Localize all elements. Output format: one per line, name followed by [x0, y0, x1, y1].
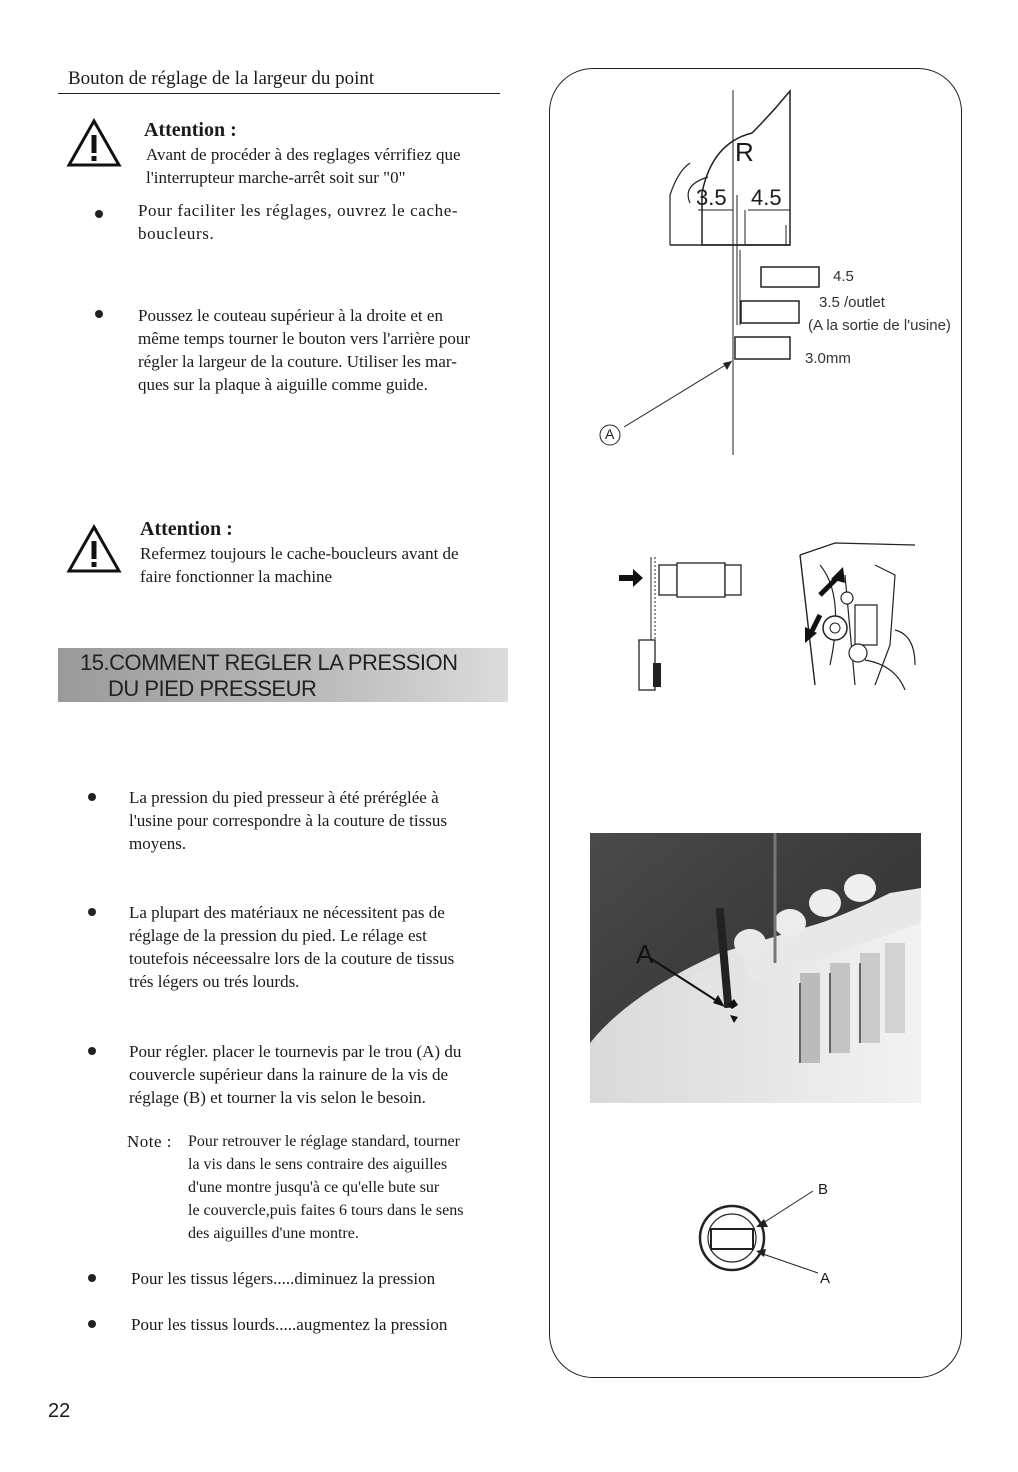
attention-text: Refermez toujours le cache-boucleurs avant de faire fonctionner la machine	[140, 544, 459, 586]
attention-title: Attention :	[140, 518, 233, 540]
blade-position-30	[735, 337, 790, 359]
bullet-dot	[88, 1320, 96, 1328]
bullet-dot	[88, 908, 96, 916]
factory-setting-label: (A la sortie de l'usine)	[808, 317, 951, 334]
dial-letter-r: R	[735, 137, 754, 167]
warning-icon	[66, 118, 122, 168]
instruction-paragraph: Pour les tissus légers.....diminuez la pression	[131, 1269, 436, 1288]
instruction-paragraph: Pour les tissus lourds.....augmentez la pression	[131, 1315, 448, 1334]
instruction-paragraph: La pression du pied presseur à été préréglée à l'usine pour correspondre à la couture de tissus moyens.	[129, 788, 447, 853]
width-label-30: 3.0mm	[805, 350, 851, 367]
callout-a-label: A	[605, 426, 615, 442]
instruction-paragraph: Poussez le couteau supérieur à la droite et en même temps tourner le bouton vers l'arrière pour régler la largeur de la couture. Utiliser les mar- ques sur la plaque à aiguille comme guide.	[138, 306, 471, 394]
instruction-paragraph: La plupart des matériaux ne nécessitent pas de réglage de la pression du pied. Le rélage est toutefois néceessalre lors de la couture de tissus trés légers ou trés lourds.	[129, 903, 455, 991]
dial-mark-left: 3.5	[696, 185, 727, 210]
note-text: Pour retrouver le réglage standard, tourner la vis dans le sens contraire des aiguilles d'une montre jusqu'à ce qu'elle bute sur le couvercle,puis faites 6 tours dans le sens des aiguilles d'une montre.	[188, 1133, 464, 1242]
section-banner	[58, 648, 508, 702]
screw-label-a: A	[820, 1270, 831, 1287]
bullet-dot	[95, 310, 103, 318]
attention-title: Attention :	[144, 119, 237, 141]
width-dial-diagram	[590, 85, 962, 455]
width-label-45: 4.5	[833, 268, 854, 285]
section-heading: Bouton de réglage de la largeur du point	[68, 68, 375, 89]
warning-icon	[66, 524, 122, 574]
photo-label-a: A	[636, 939, 654, 969]
note-label: Note :	[127, 1132, 173, 1151]
width-label-35: 3.5 /outlet	[819, 294, 885, 311]
heading-rule	[58, 93, 500, 94]
section-title: 15.COMMENT REGLER LA PRESSION DU PIED PRESSEUR	[80, 650, 458, 701]
bullet-dot	[95, 210, 103, 218]
blade-position-35	[741, 301, 799, 323]
dial-mark-right: 4.5	[751, 185, 782, 210]
blade-position-45	[761, 267, 819, 287]
screw-label-b: B	[818, 1181, 829, 1198]
bullet-dot	[88, 793, 96, 801]
bullet-dot	[88, 1047, 96, 1055]
instruction-paragraph: Pour faciliter les réglages, ouvrez le cache- boucleurs.	[138, 201, 459, 243]
page-number: 22	[48, 1400, 71, 1422]
instruction-paragraph: Pour régler. placer le tournevis par le trou (A) du couvercle supérieur dans la rainure de la vis de réglage (B) et tourner la vis selon le besoin.	[129, 1042, 462, 1107]
attention-text: Avant de procéder à des reglages vérrifiez que l'interrupteur marche-arrêt soit sur "0"	[146, 145, 461, 187]
bullet-dot	[88, 1274, 96, 1282]
knob-mechanism-diagram	[615, 535, 925, 705]
